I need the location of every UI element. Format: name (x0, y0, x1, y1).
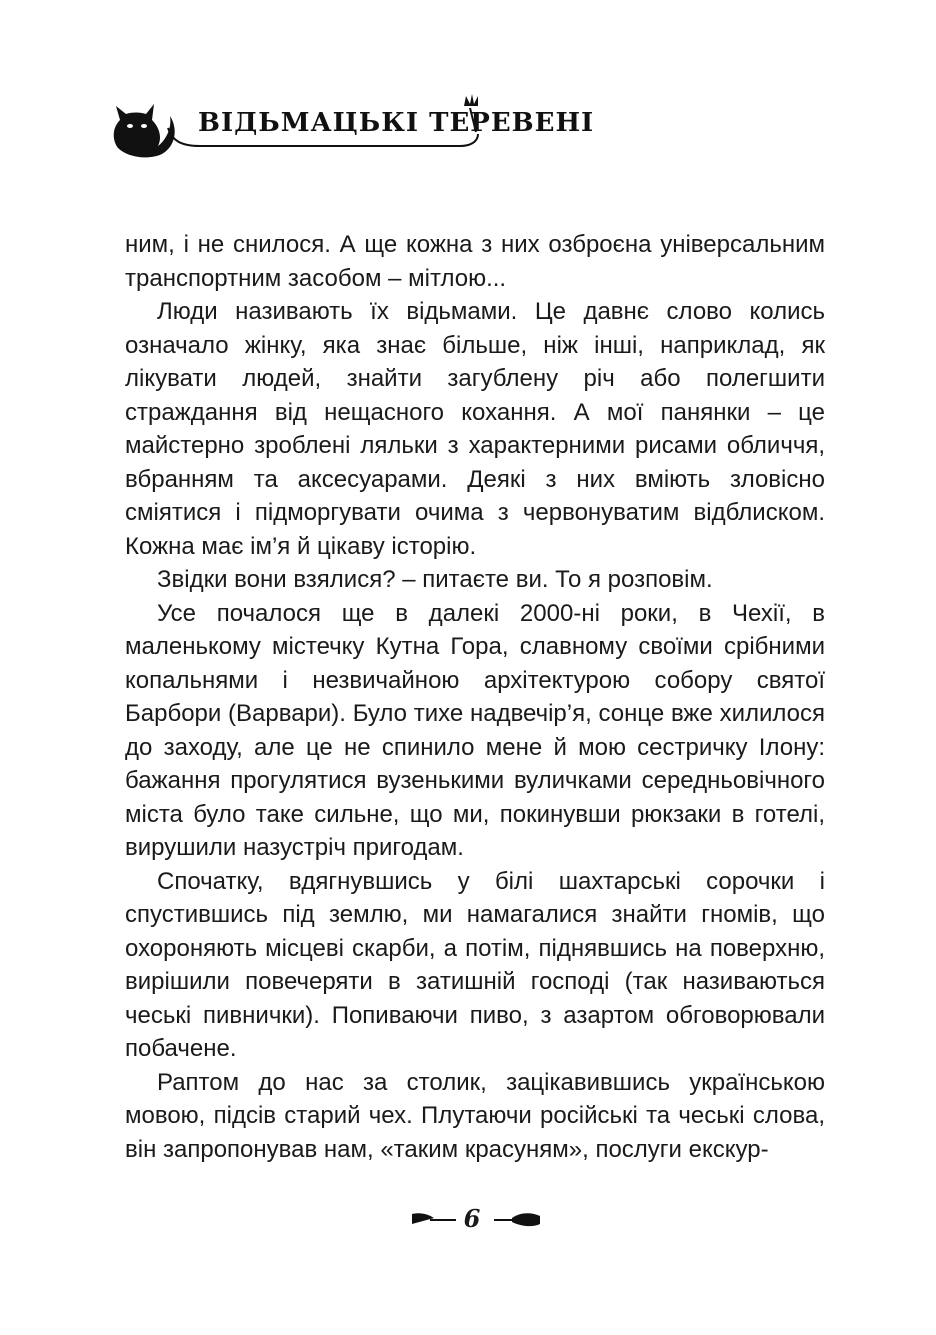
paragraph-3: Звідки вони взялися? – питаєте ви. То я розповім. (157, 566, 713, 593)
header-ornament (0, 0, 936, 200)
paragraph-1: ним, і не снилося. А ще кожна з них озброєна універсальним транспортним засобом – мітлою... (125, 231, 825, 292)
paragraph-6: Раптом до нас за столик, зацікавившись українською мовою, підсів старий чех. Плутаючи російські та чеські слова, він запропонував нам, «таким красуням», послуги екскур- (125, 1068, 825, 1163)
running-head-title: ВІДЬМАЦЬКІ ТЕРЕВЕНІ (198, 108, 595, 138)
main-text (125, 228, 825, 1166)
broom-right-icon (494, 1213, 540, 1226)
paragraph-2: Люди називають їх відьмами. Це давнє слово колись означало жінку, яка знає більше, ніж інші, наприклад, як лікувати людей, знайти загублену річ або полегшити страждання від нещасного кохання. А мої панянки – це майстерно зроблені ляльки з характерними рисами обличчя, вбранням та аксесуарами. Деякі з них вміють зловісно сміятися і підморгувати очима з червонуватим відблиском. Кожна має ім’я й цікаву історію. (125, 298, 825, 560)
page-header (0, 0, 936, 200)
black-cat-icon (114, 104, 175, 157)
broom-left-icon (412, 1213, 456, 1224)
paragraph-4: Усе почалося ще в далекі 2000-ні роки, в Чехії, в маленькому містечку Кутна Гора, славному своїми срібними копальнями і незвичайною архітектурою собору святої Барбори (Варвари). Було тихе надвечір’я, сонце вже хилилося до заходу, але це не спинило мене й мою сестричку Ілону: бажання прогулятися вузенькими вуличками середньовічного міста було таке сильне, що ми, покинувши рюкзаки в готелі, вирушили назустріч пригодам. (125, 599, 825, 861)
paragraph-5: Спочатку, вдягнувшись у білі шахтарські сорочки і спустившись під землю, ми намагалися знайти гномів, що охороняють місцеві скарби, а потім, піднявшись на поверхню, вирішили повечеряти в затишній господі (так називаються чеські пивнички). Попиваючи пиво, з азартом обговорювали побачене. (125, 867, 825, 1062)
page-number: 6 (463, 1204, 481, 1233)
